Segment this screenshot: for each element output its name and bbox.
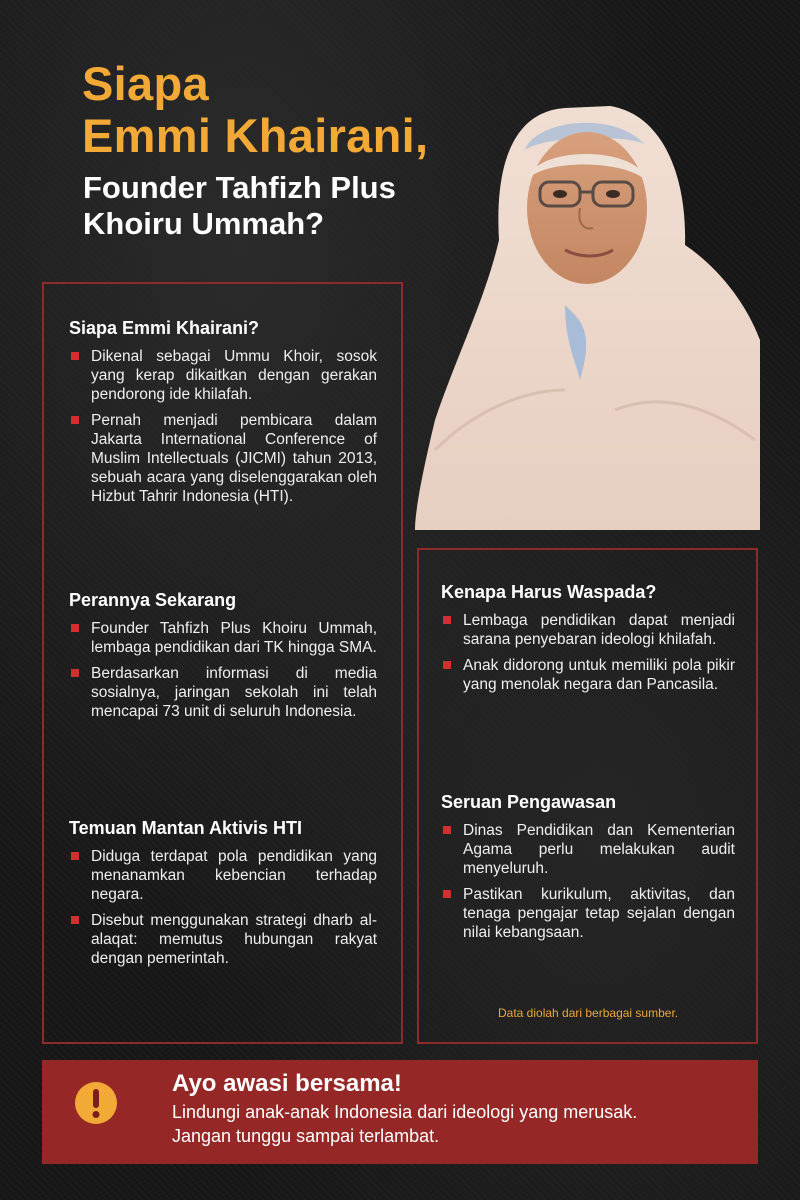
bullet-text: Pernah menjadi pembicara dalam Jakarta International Conference of Muslim Intellectuals (JICMI) tahun 2013, sebuah acara yang diselenggarakan oleh Hizbut Tahrir Indonesia (HTI). — [91, 412, 377, 505]
bullet-item — [69, 619, 377, 657]
section-title: Seruan Pengawasan — [441, 792, 617, 812]
bullet-item — [69, 411, 377, 506]
headline-line-3: Founder Tahfizh Plus — [83, 170, 396, 205]
bullet-text: Founder Tahfizh Plus Khoiru Ummah, lembaga pendidikan dari TK hingga SMA. — [91, 620, 377, 656]
bullet-square-icon — [71, 916, 79, 924]
banner-title: Ayo awasi bersama! — [172, 1070, 402, 1097]
bullet-list — [441, 821, 735, 942]
section-findings — [69, 818, 377, 975]
banner-text-line-1: Lindungi anak-anak Indonesia dari ideologi yang merusak. — [172, 1102, 638, 1122]
bullet-square-icon — [443, 661, 451, 669]
call-to-action-banner — [42, 1060, 758, 1164]
exclamation-circle-icon — [74, 1081, 118, 1125]
bullet-square-icon — [71, 624, 79, 632]
bullet-item — [441, 656, 735, 694]
bullet-square-icon — [71, 852, 79, 860]
bullet-item — [69, 847, 377, 904]
bullet-item — [69, 347, 377, 404]
section-title: Perannya Sekarang — [69, 590, 237, 610]
source-note: Data diolah dari berbagai sumber. — [498, 1006, 679, 1020]
bullet-list — [441, 611, 735, 694]
bullet-item — [441, 821, 735, 878]
bullet-square-icon — [443, 826, 451, 834]
banner-text-line-2: Jangan tunggu sampai terlambat. — [172, 1126, 440, 1146]
bullet-list — [69, 347, 377, 506]
bullet-square-icon — [71, 669, 79, 677]
bullet-text: Berdasarkan informasi di media sosialnya, jaringan sekolah ini telah mencapai 73 unit di seluruh Indonesia. — [91, 665, 377, 720]
bullet-list — [69, 847, 377, 968]
section-why-beware — [441, 582, 735, 701]
bullet-text: Diduga terdapat pola pendidikan yang menanamkan kebencian terhadap negara. — [91, 848, 377, 903]
headline-line-1: Siapa — [82, 57, 209, 110]
headline-name — [82, 58, 428, 162]
headline-line-4: Khoiru Ummah? — [83, 206, 325, 241]
bullet-square-icon — [71, 416, 79, 424]
bullet-text: Lembaga pendidikan dapat menjadi sarana penyebaran ideologi khilafah. — [463, 612, 735, 648]
section-call-to-supervise — [441, 792, 735, 949]
section-current-role — [69, 590, 377, 728]
bullet-item — [69, 664, 377, 721]
bullet-item — [69, 911, 377, 968]
portrait-photo — [415, 90, 760, 530]
bullet-item — [441, 885, 735, 942]
bullet-text: Disebut menggunakan strategi dharb al-alaqat: memutus hubungan rakyat dengan pemerintah. — [91, 912, 377, 967]
section-title: Temuan Mantan Aktivis HTI — [69, 818, 303, 838]
bullet-text: Dinas Pendidikan dan Kementerian Agama perlu melakukan audit menyeluruh. — [463, 822, 735, 877]
headline-line-2: Emmi Khairani, — [82, 109, 429, 162]
bullet-square-icon — [443, 890, 451, 898]
bullet-text: Anak didorong untuk memiliki pola pikir yang menolak negara dan Pancasila. — [463, 657, 735, 693]
bullet-text: Pastikan kurikulum, aktivitas, dan tenaga pengajar tetap sejalan dengan nilai kebangsaan. — [463, 886, 735, 941]
section-title: Kenapa Harus Waspada? — [441, 582, 657, 602]
bullet-square-icon — [443, 616, 451, 624]
bullet-text: Dikenal sebagai Ummu Khoir, sosok yang kerap dikaitkan dengan gerakan pendorong ide khilafah. — [91, 348, 377, 403]
bullet-list — [69, 619, 377, 721]
section-title: Siapa Emmi Khairani? — [69, 318, 260, 338]
bullet-square-icon — [71, 352, 79, 360]
bullet-item — [441, 611, 735, 649]
headline-subtitle — [83, 170, 396, 242]
section-who — [69, 318, 377, 513]
